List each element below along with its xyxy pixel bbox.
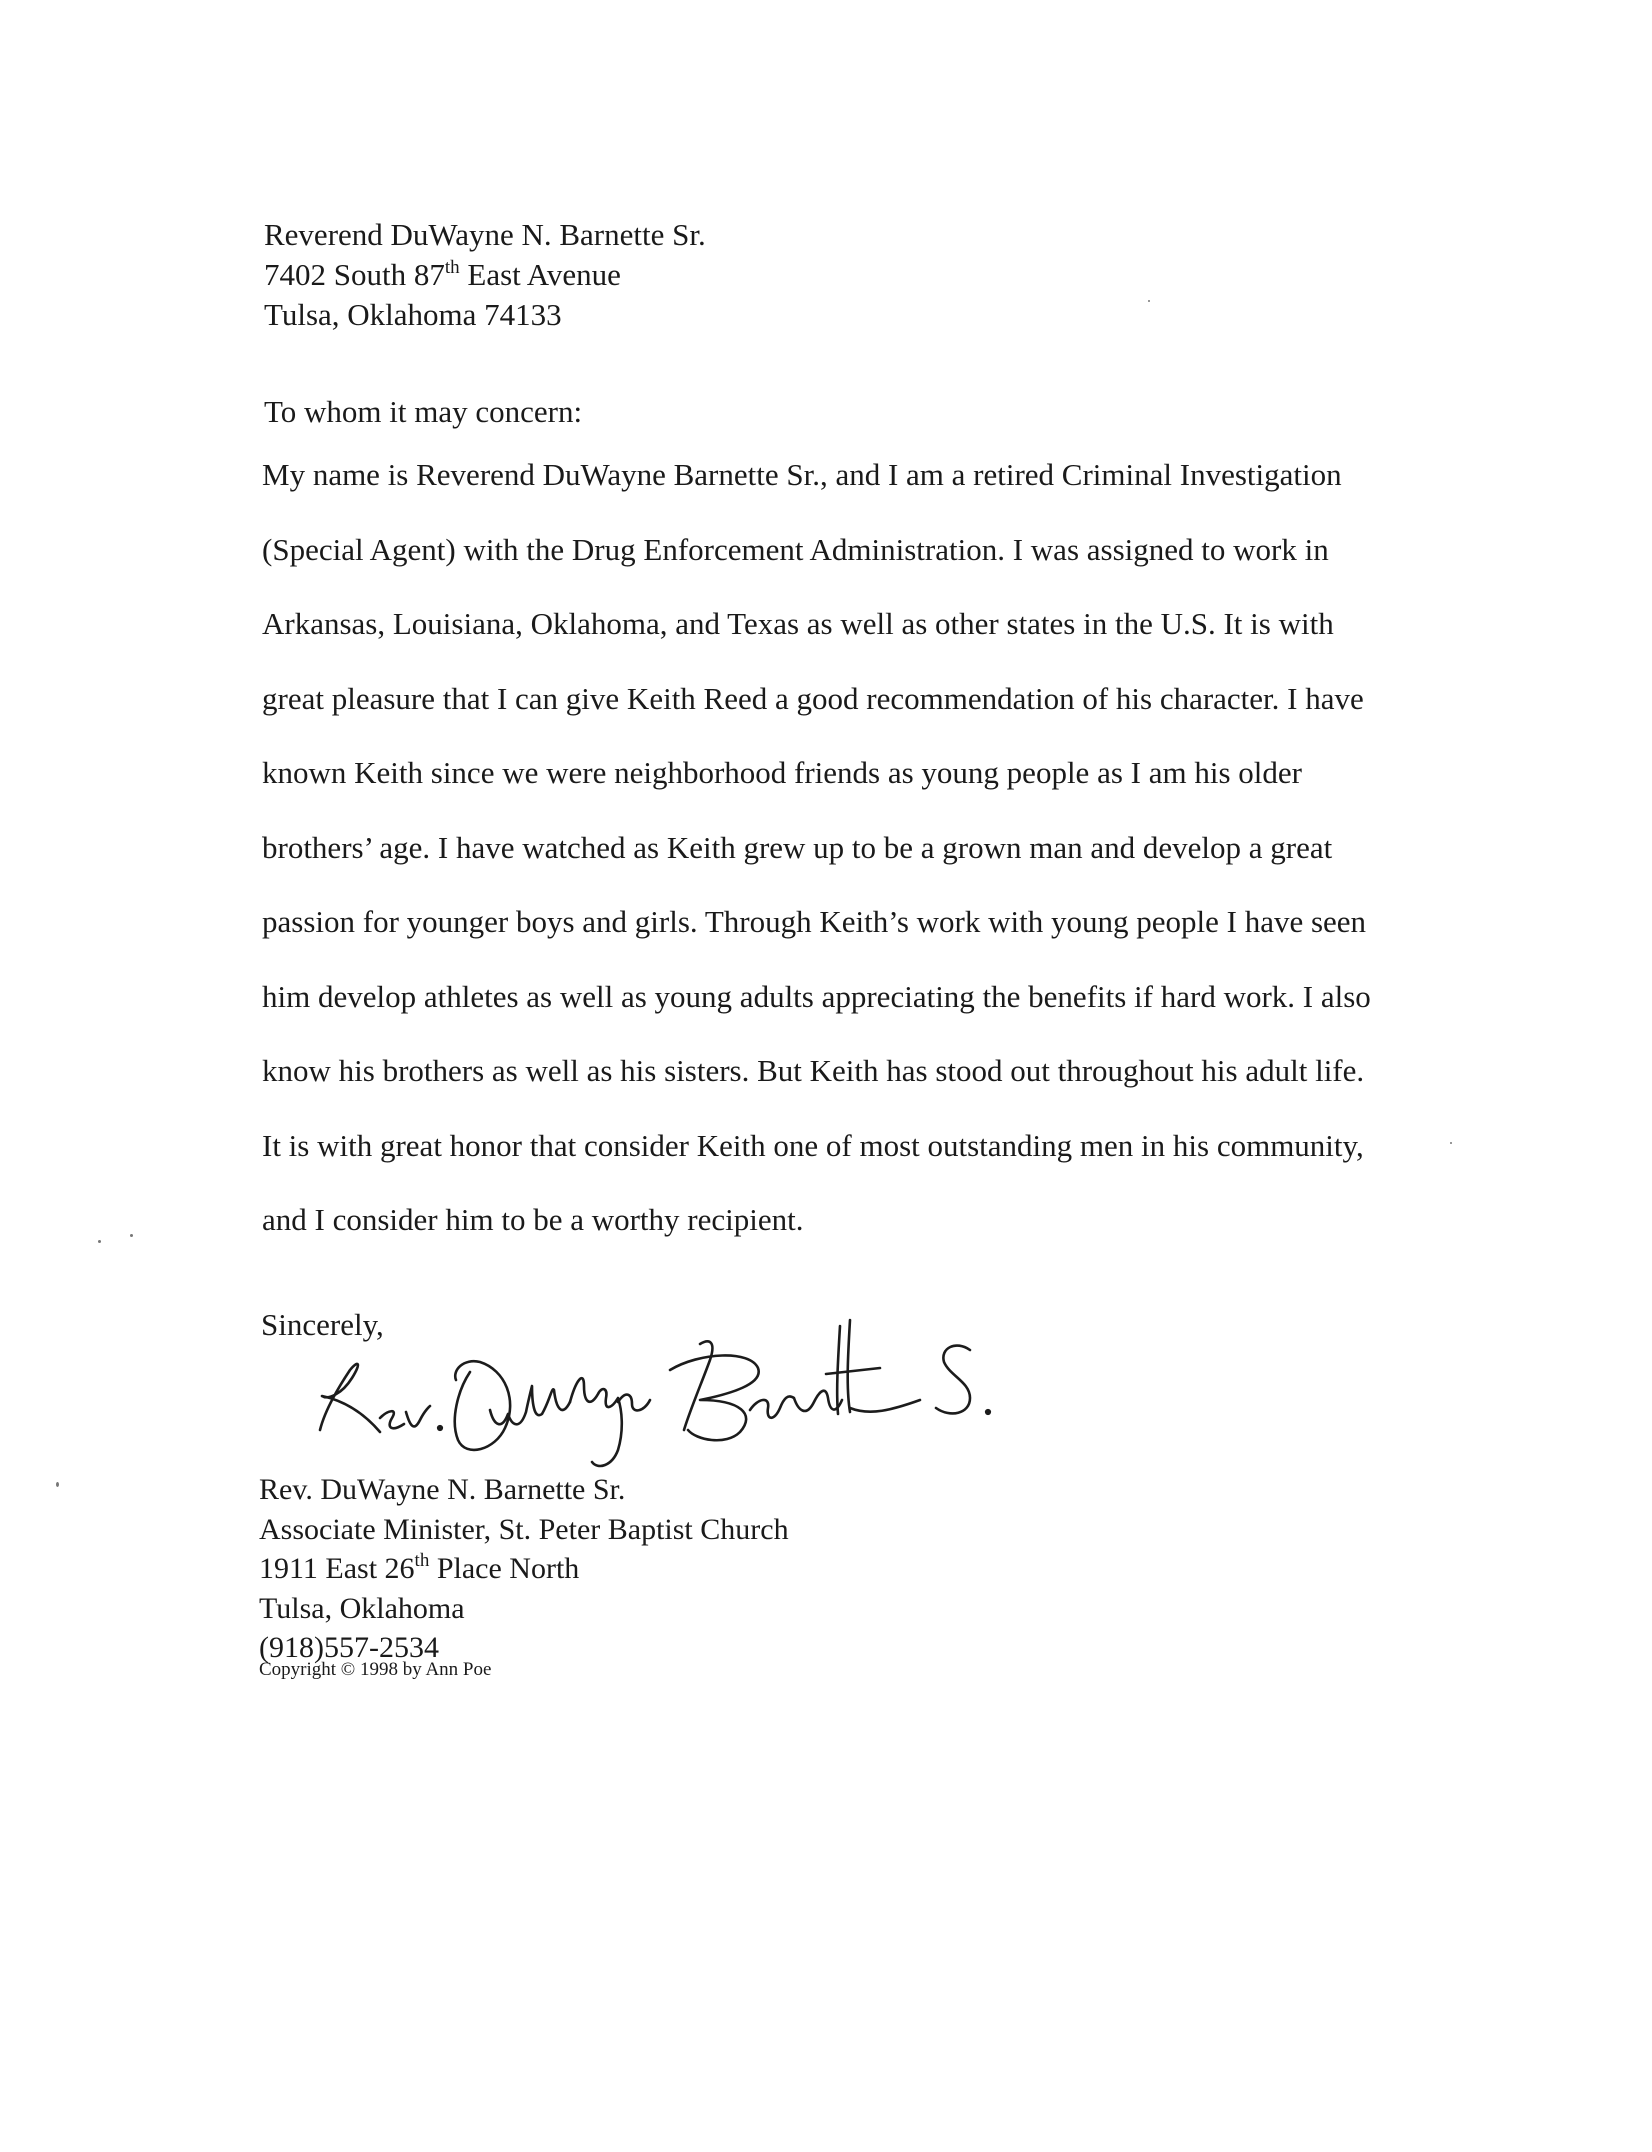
- sender-street-number: 7402 South 87: [264, 257, 445, 292]
- body-line: (Special Agent) with the Drug Enforcement Administration. I was assigned to work in: [262, 531, 1329, 567]
- scan-speck: [1450, 1142, 1452, 1144]
- scan-speck: [98, 1240, 101, 1243]
- body-line: great pleasure that I can give Keith Reed a good recommendation of his character. I have: [262, 680, 1364, 716]
- signer-phone: (918)557-2534: [259, 1631, 439, 1664]
- body-line: Arkansas, Louisiana, Oklahoma, and Texas as well as other states in the U.S. It is with: [262, 606, 1334, 641]
- body-line: brothers’ age. I have watched as Keith grew up to be a grown man and develop a great: [262, 829, 1333, 865]
- body-line: and I consider him to be a worthy recipient.: [262, 1202, 804, 1237]
- body-line: known Keith since we were neighborhood friends as young people as I am his older: [262, 755, 1302, 790]
- sender-address-block: [264, 215, 706, 335]
- sender-street: [264, 255, 706, 295]
- signer-address-number: 1911 East 26: [259, 1552, 415, 1585]
- body-line: My name is Reverend DuWayne Barnette Sr., and I am a retired Criminal Investigation: [262, 457, 1342, 492]
- scan-speck: [130, 1234, 133, 1237]
- body-line: passion for younger boys and girls. Through Keith’s work with young people I have seen: [262, 904, 1367, 939]
- signer-address-ordinal: th: [414, 1550, 430, 1571]
- body-line: know his brothers as well as his sisters. But Keith has stood out throughout his adult life.: [262, 1053, 1365, 1088]
- handwritten-signature: [280, 1290, 1000, 1470]
- sender-name: Reverend DuWayne N. Barnette Sr.: [264, 217, 706, 252]
- scan-speck: [56, 1482, 59, 1487]
- sender-street-ordinal: th: [444, 257, 460, 278]
- closing-sincerely: Sincerely,: [261, 1307, 384, 1342]
- signer-block: [259, 1470, 789, 1668]
- sender-street-name: East Avenue: [459, 257, 621, 292]
- copyright-notice: Copyright © 1998 by Ann Poe: [259, 1659, 492, 1680]
- body-line: him develop athletes as well as young adults appreciating the benefits if hard work. I also: [262, 978, 1371, 1014]
- letter-body: [262, 455, 1371, 1275]
- signer-address: [259, 1549, 789, 1589]
- body-line: It is with great honor that consider Keith one of most outstanding men in his community,: [262, 1127, 1364, 1163]
- salutation: To whom it may concern:: [264, 394, 583, 429]
- signer-city: Tulsa, Oklahoma: [259, 1591, 465, 1625]
- signer-title: Associate Minister, St. Peter Baptist Church: [259, 1512, 789, 1546]
- signer-address-street: Place North: [429, 1552, 580, 1585]
- sender-city: Tulsa, Oklahoma 74133: [264, 297, 562, 332]
- signer-name: Rev. DuWayne N. Barnette Sr.: [259, 1473, 626, 1506]
- scan-speck: [1148, 300, 1150, 302]
